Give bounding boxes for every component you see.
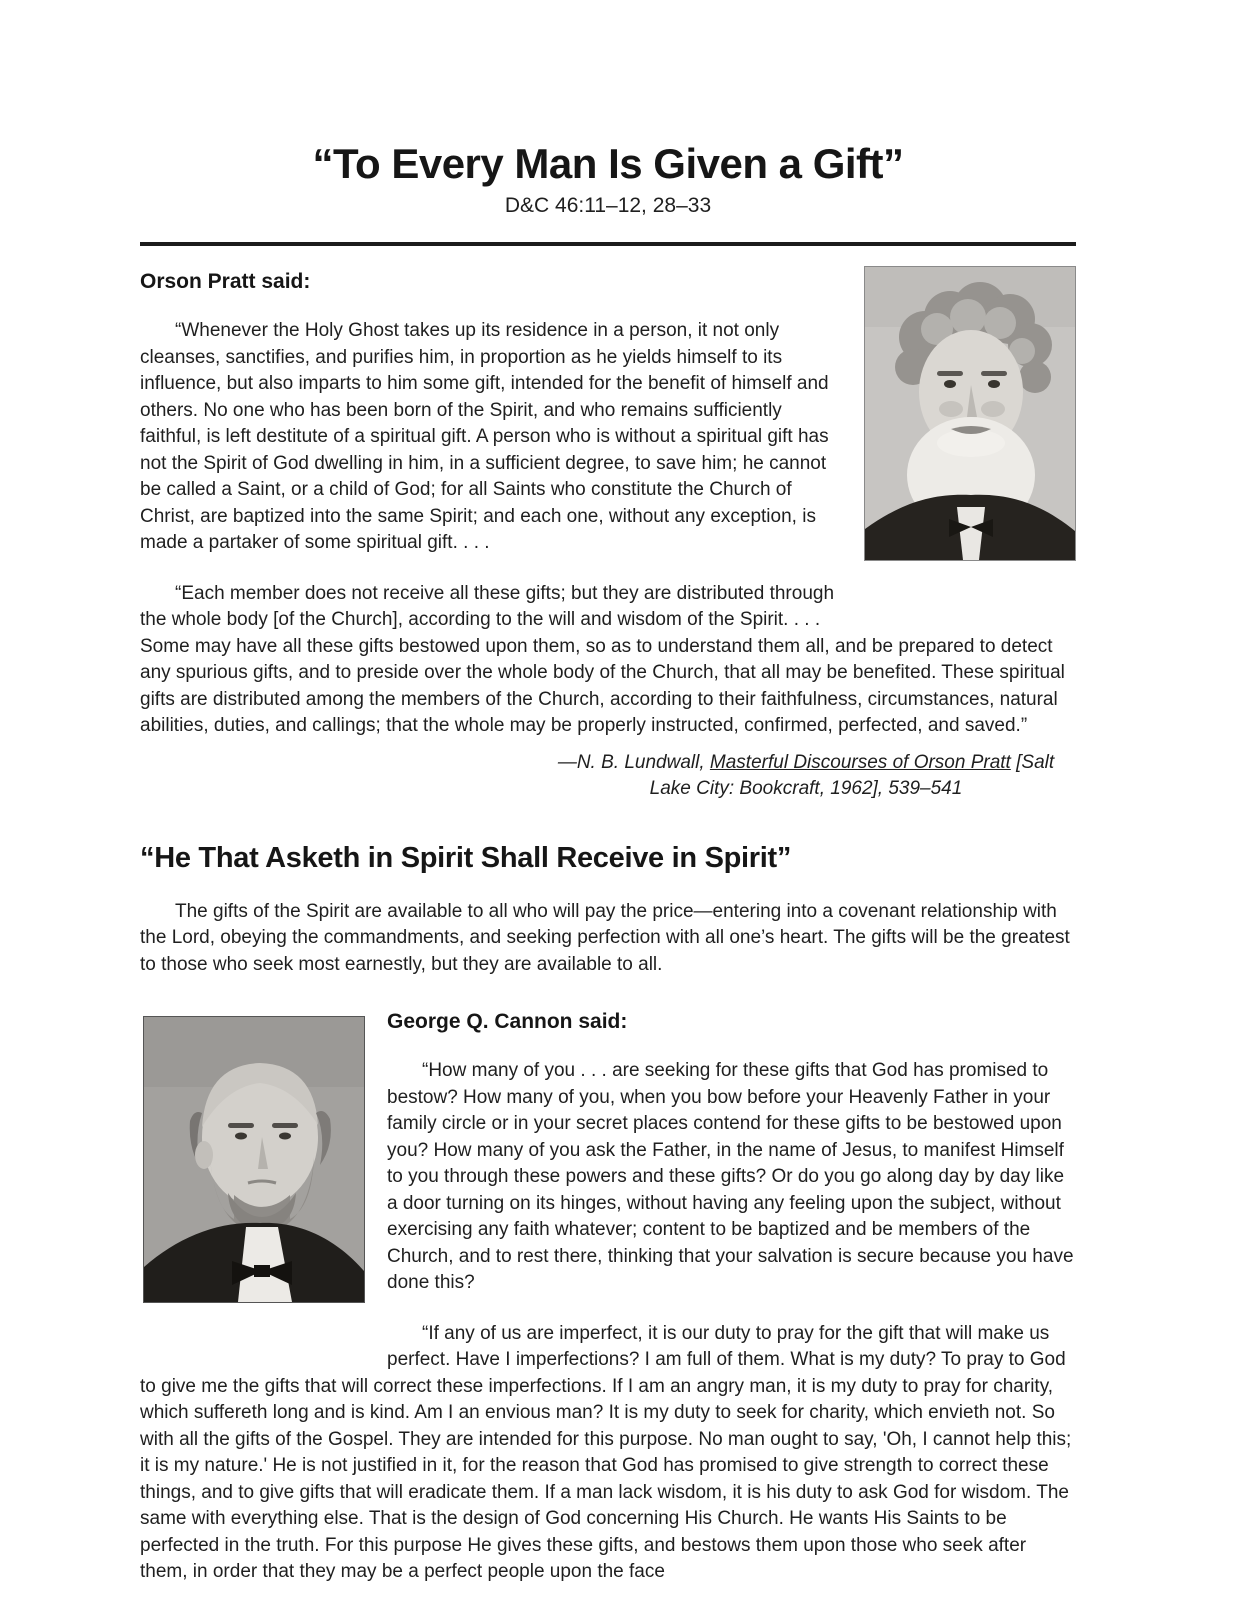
george-q-cannon-section: [140, 1010, 1076, 1586]
orson-pratt-heading: Orson Pratt said:: [140, 270, 311, 293]
orson-pratt-quote-2: “Each member does not receive all these gifts; but they are distributed through the whole body [of the Church], according to the will and wisdom of the Spirit. . . . Some may have all these gifts bestowed upon them, so as to understand them all, and be prepared to detect any spurious gifts, and to preside over the whole body of the Church, that all may be benefited. These spiritual gifts are distributed among the members of the Church, according to their faithfulness, circumstances, natural abilities, duties, and callings; that the whole may be properly instructed, confirmed, perfected, and saved.”: [140, 582, 1065, 736]
orson-pratt-section: [140, 270, 1076, 802]
george-q-cannon-portrait: [143, 1016, 365, 1303]
orson-pratt-portrait: [864, 266, 1076, 561]
portrait-illustration: [144, 1017, 364, 1302]
citation-work-title: Masterful Discourses of Orson Pratt: [709, 751, 1011, 773]
divider-rule: [140, 242, 1076, 246]
asketh-intro-paragraph: The gifts of the Spirit are available to all who will pay the price—entering into a covenant relationship with the Lord, obeying the commandments, and seeking perfection with all one’s heart. The gifts will be the greatest to those who seek most earnestly, but they are available to all.: [140, 900, 1070, 975]
citation: [536, 750, 1076, 802]
citation-publisher: [Salt Lake City: Bookcraft, 1962], 539–541: [649, 751, 1055, 799]
citation-author: —N. B. Lundwall,: [557, 751, 710, 773]
scripture-reference: D&C 46:11–12, 28–33: [504, 194, 712, 217]
orson-pratt-quote-1: “Whenever the Holy Ghost takes up its residence in a person, it not only cleanses, sanctifies, and purifies him, in proportion as he yields himself to its influence, but also imparts to him some gift, intended for the benefit of himself and others. No one who has been born of the Spirit, and who remains sufficiently faithful, is left destitute of a spiritual gift. A person who is without a spiritual gift has not the Spirit of God dwelling in him, in a sufficient degree, to save him; he cannot be called a Saint, or a child of God; for all Saints who constitute the Church of Christ, are baptized into the same Spirit; and each one, without any exception, is made a partaker of some spiritual gift. . . .: [140, 320, 829, 553]
george-q-cannon-heading: George Q. Cannon said:: [387, 1010, 628, 1033]
page-title: “To Every Man Is Given a Gift”: [312, 140, 904, 187]
asketh-section-heading: “He That Asketh in Spirit Shall Receive in Spirit”: [140, 841, 792, 874]
cannon-quote-2: “If any of us are imperfect, it is our duty to pray for the gift that will make us perfect. Have I imperfections? I am full of them. What is my duty? To pray to God to give me the gifts that will correct these imperfections. If I am an angry man, it is my duty to pray for charity, which suffereth long and is kind. Am I an envious man? It is my duty to seek for charity, which envieth not. So with all the gifts of the Gospel. They are intended for this purpose. No man ought to say, 'Oh, I cannot help this; it is my nature.' He is not justified in it, for the reason that God has promised to give strength to correct these things, and to give gifts that will eradicate them. If a man lack wisdom, it is his duty to ask God for wisdom. The same with everything else. That is the design of God concerning His Church. He wants His Saints to be perfected in the truth. For this purpose He gives these gifts, and bestows them upon those who seek after them, in order that they may be a perfect people upon the face: [140, 1322, 1072, 1582]
portrait-illustration: [865, 267, 1075, 560]
cannon-quote-1: “How many of you . . . are seeking for these gifts that God has promised to bestow? How many of you, when you bow before your Heavenly Father in your family circle or in your secret places contend for these gifts to be bestowed upon you? How many of you ask the Father, in the name of Jesus, to manifest Himself to you through these powers and these gifts? Or do you go along day by day like a door turning on its hinges, without having any feeling upon the subject, without exercising any faith whatever; content to be baptized and be members of the Church, and to rest there, thinking that your salvation is secure because you have done this?: [387, 1060, 1074, 1293]
